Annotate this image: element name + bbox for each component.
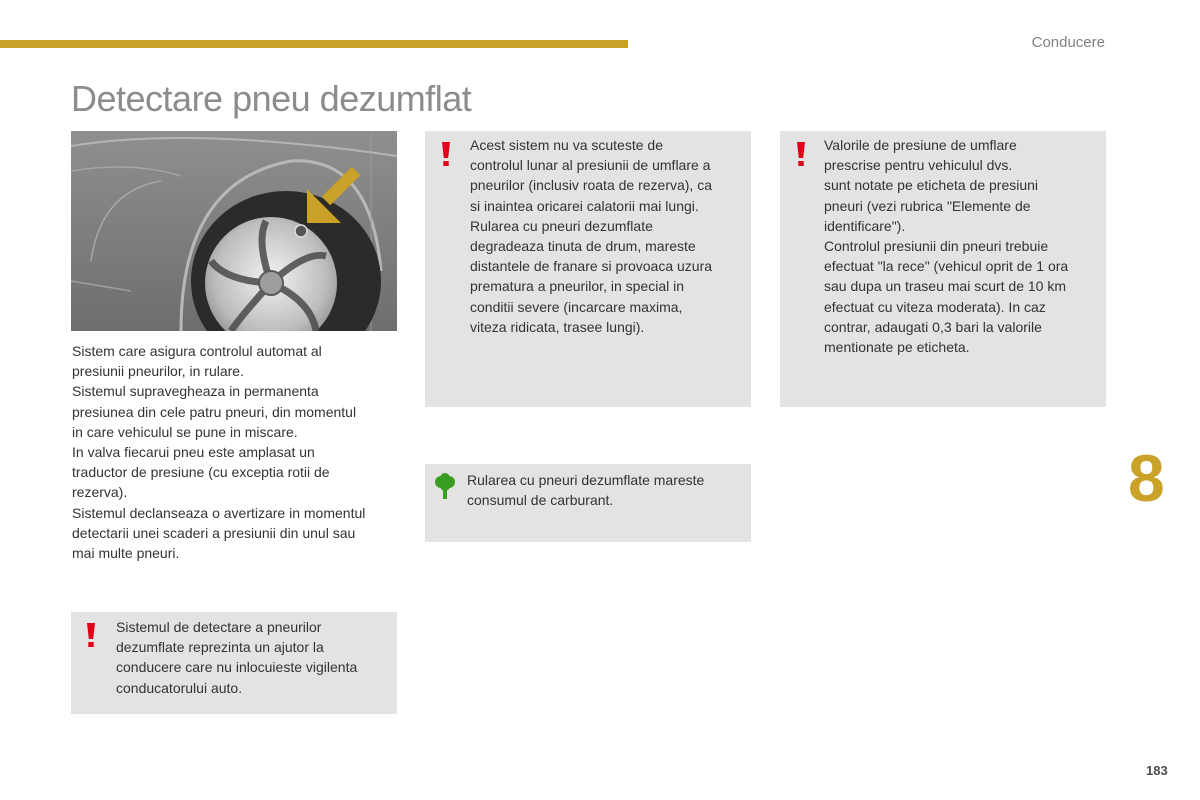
eco-line: consumul de carburant. xyxy=(467,492,614,509)
intro-line: traductor de presiune (cu exceptia rotii de xyxy=(72,464,330,481)
warning-line: Valorile de presiune de umflare xyxy=(824,137,1017,153)
warning-line: si inaintea oricarei calatorii mai lungi. xyxy=(470,197,699,214)
intro-line: Sistemul declanseaza o avertizare in momentul xyxy=(72,504,366,521)
exclamation-icon xyxy=(796,142,806,166)
page-number: 183 xyxy=(1146,763,1168,778)
warning-line: mentionate pe eticheta. xyxy=(824,339,970,356)
warning-line: sunt notate pe eticheta de presiuni xyxy=(824,177,1039,194)
warning-line: prescrise pentru vehiculul dvs. xyxy=(824,157,1013,174)
warning-line: dezumflate reprezinta un ajutor la xyxy=(116,639,324,656)
warning-line: distantele de franare si provoaca uzura xyxy=(470,258,713,275)
eco-note-box xyxy=(425,464,751,542)
intro-line: presiunii pneurilor, in rulare. xyxy=(72,363,244,380)
warning-line: Rularea cu pneuri dezumflate xyxy=(470,217,653,234)
intro-paragraph xyxy=(72,341,402,563)
intro-line: in care vehiculul se pune in miscare. xyxy=(72,423,298,440)
intro-line: detectarii unei scaderi a presiunii din unul sau xyxy=(72,524,356,541)
warning-line: identificare"). xyxy=(824,217,906,234)
header-accent-bar xyxy=(0,40,628,48)
eco-line: Rularea cu pneuri dezumflate mareste xyxy=(467,472,705,488)
warning-line: viteza ridicata, trasee lungi). xyxy=(470,318,645,335)
warning-line: Sistemul de detectare a pneurilor xyxy=(116,619,322,635)
warning-line: efectuat "la rece" (vehicul oprit de 1 ora xyxy=(824,258,1069,275)
page-title: Detectare pneu dezumflat xyxy=(71,78,472,119)
warning-box-right xyxy=(780,131,1106,407)
exclamation-icon xyxy=(441,142,451,166)
intro-line: Sistemul supravegheaza in permanenta xyxy=(72,383,319,400)
warning-line: sau dupa un traseu mai scurt de 10 km xyxy=(824,278,1067,295)
warning-box-middle xyxy=(425,131,751,407)
tyre-drawing xyxy=(71,131,397,331)
warning-box-left xyxy=(71,612,397,714)
warning-line: Acest sistem nu va scuteste de xyxy=(470,137,663,153)
intro-line: Sistem care asigura controlul automat al xyxy=(72,343,322,359)
warning-line: prematura a pneurilor, in special in xyxy=(470,278,685,295)
warning-line: pneuri (vezi rubrica "Elemente de xyxy=(824,197,1031,214)
intro-line: In valva fiecarui pneu este amplasat un xyxy=(72,444,315,461)
warning-line: pneurilor (inclusiv roata de rezerva), ca xyxy=(470,177,712,194)
intro-line: rezerva). xyxy=(72,484,128,501)
chapter-number: 8 xyxy=(1128,441,1165,515)
warning-line: degradeaza tinuta de drum, mareste xyxy=(470,238,696,255)
intro-line: presiunea din cele patru pneuri, din momentul xyxy=(72,403,357,420)
warning-line: conditii severe (incarcare maxima, xyxy=(470,298,683,315)
intro-line: mai multe pneuri. xyxy=(72,545,180,562)
warning-line: contrar, adaugati 0,3 bari la valorile xyxy=(824,318,1042,335)
tyre-illustration xyxy=(71,131,397,331)
warning-line: Controlul presiunii din pneuri trebuie xyxy=(824,238,1049,255)
tree-icon xyxy=(434,473,456,499)
section-name: Conducere xyxy=(1031,34,1105,51)
warning-line: controlul lunar al presiunii de umflare a xyxy=(470,157,711,174)
warning-line: efectuat cu viteza moderata). In caz xyxy=(824,298,1046,315)
warning-line: conducere care nu inlocuieste vigilenta xyxy=(116,659,358,676)
exclamation-icon xyxy=(86,623,96,647)
warning-line: conducatorului auto. xyxy=(116,679,243,696)
